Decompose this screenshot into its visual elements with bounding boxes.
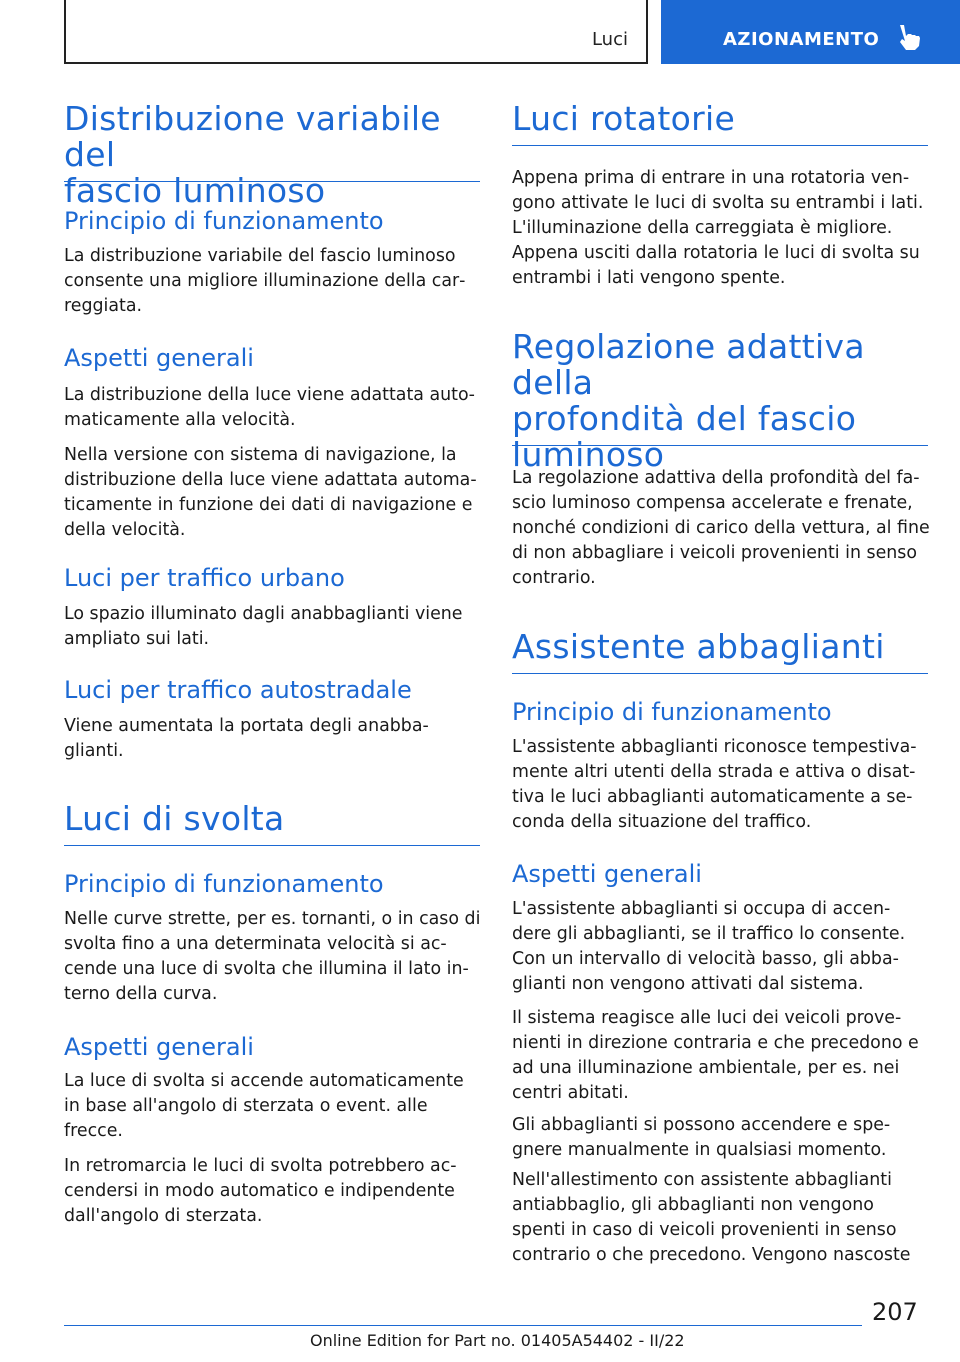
paragraph-aspetti-generali-1: L'assistente abbaglianti si occupa di accen‐ dere gli abbaglianti, se il traffico lo consente. Con un intervallo di velocità basso, gli abba‐ glianti non vengono attivati dal sistema. [512, 899, 906, 994]
header-chapter-box [661, 0, 960, 64]
subheading-traffico-autostradale: Luci per traffico autostradale [64, 676, 412, 704]
paragraph-aspetti-generali-4: Nell'allestimento con assistente abbaglianti antiabbaglio, gli abbaglianti non vengono spenti in caso di veicoli provenienti in senso contrario o che precedono. Vengono nascoste [512, 1170, 911, 1265]
heading-rule [512, 445, 928, 446]
page-number: 207 [872, 1298, 918, 1326]
footer-edition: Online Edition for Part no. 01405A54402 - II/22 [310, 1331, 685, 1350]
header-chapter-title: AZIONAMENTO [723, 29, 880, 50]
paragraph-luci-rotatorie: Appena prima di entrare in una rotatoria ven‐ gono attivate le luci di svolta su entrambi i lati. L'illuminazione della carreggiata è migliore. Appena usciti dalla rotatoria le luci di svolta su entrambi i lati vengono spente. [512, 168, 924, 288]
subheading-aspetti-generali: Aspetti generali [512, 860, 702, 888]
heading-luci-rotatorie: Luci rotatorie [512, 99, 736, 138]
heading-rule [512, 145, 928, 146]
heading-luci-di-svolta: Luci di svolta [64, 799, 285, 838]
hand-pointer-icon [893, 22, 923, 52]
subheading-traffico-urbano: Luci per traffico urbano [64, 564, 345, 592]
paragraph-aspetti-generali-1: La luce di svolta si accende automaticamente in base all'angolo di sterzata o event. alle frecce. [64, 1071, 464, 1141]
footer-rule [64, 1325, 862, 1326]
heading-rule [64, 181, 480, 182]
heading-assistente-abbaglianti: Assistente abbaglianti [512, 627, 885, 666]
paragraph-aspetti-generali-2: Il sistema reagisce alle luci dei veicoli prove‐ nienti in direzione contraria e che precedono e ad una illuminazione ambientale, per es. nei centri abitati. [512, 1008, 919, 1103]
paragraph-principio-funzionamento: La distribuzione variabile del fascio luminoso consente una migliore illuminazione della car‐ reggiata. [64, 246, 466, 316]
paragraph-principio-funzionamento: L'assistente abbaglianti riconosce tempestiva‐ mente altri utenti della strada e attiva o disat‐ tiva le luci abbaglianti automaticamente a se‐ conda della situazione del traffico. [512, 737, 917, 832]
heading-rule [512, 673, 928, 674]
subheading-principio-funzionamento: Principio di funzionamento [64, 207, 384, 235]
paragraph-regolazione-adattiva: La regolazione adattiva della profondità del fa‐ scio luminoso compensa accelerate e frenate, nonché condizioni di carico della vettura, al fine di non abbagliare i veicoli provenienti in senso contrario. [512, 468, 930, 588]
paragraph-aspetti-generali-2: In retromarcia le luci di svolta potrebbero ac‐ cendersi in modo automatico e indipendente dall'angolo di sterzata. [64, 1156, 457, 1226]
paragraph-aspetti-generali-1: La distribuzione della luce viene adattata auto‐ maticamente alla velocità. [64, 385, 475, 430]
heading-distribuzione-variabile: Distribuzione variabile del fascio luminoso [64, 99, 441, 210]
header-section-title: Luci [591, 29, 628, 50]
heading-rule [64, 845, 480, 846]
subheading-principio-funzionamento: Principio di funzionamento [512, 698, 832, 726]
subheading-aspetti-generali: Aspetti generali [64, 344, 254, 372]
paragraph-principio-funzionamento: Nelle curve strette, per es. tornanti, o in caso di svolta fino a una determinata velocità si ac‐ cende una luce di svolta che illumina il lato in‐ terno della curva. [64, 909, 481, 1004]
subheading-aspetti-generali: Aspetti generali [64, 1033, 254, 1061]
paragraph-aspetti-generali-2: Nella versione con sistema di navigazione, la distribuzione della luce viene adattata automa‐ ticamente in funzione dei dati di navigazione e della velocità. [64, 445, 477, 540]
paragraph-traffico-urbano: Lo spazio illuminato dagli anabbaglianti viene ampliato sui lati. [64, 604, 463, 649]
paragraph-traffico-autostradale: Viene aumentata la portata degli anabba‐ glianti. [64, 716, 429, 761]
paragraph-aspetti-generali-3: Gli abbaglianti si possono accendere e spe‐ gnere manualmente in qualsiasi momento. [512, 1115, 891, 1160]
subheading-principio-funzionamento: Principio di funzionamento [64, 870, 384, 898]
heading-regolazione-adattiva: Regolazione adattiva della profondità del fascio luminoso [512, 327, 865, 474]
header-section-box [64, 0, 648, 64]
